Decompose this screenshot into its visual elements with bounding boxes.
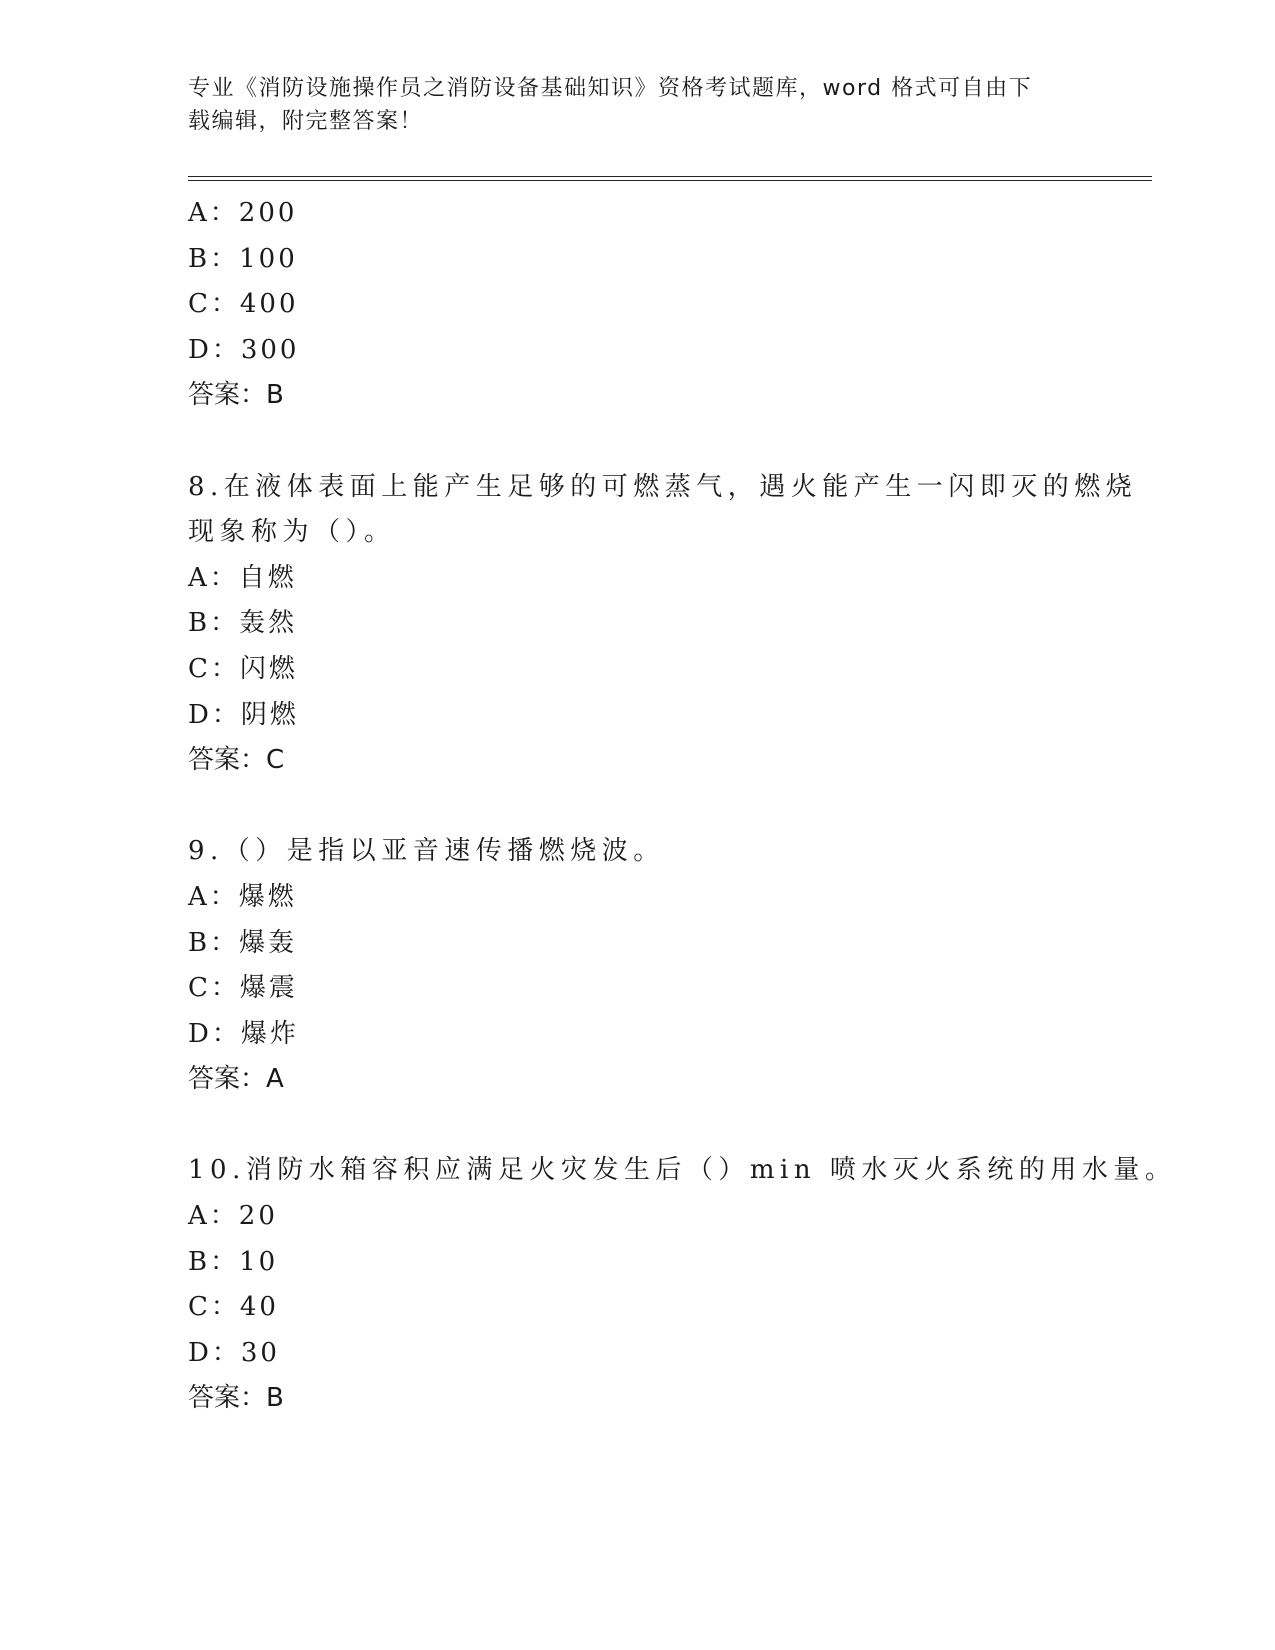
question-text: 9.（）是指以亚音速传播燃烧波。 (188, 836, 665, 867)
option-a: A：20 (188, 1201, 278, 1232)
spacer (188, 419, 1152, 465)
question-block-7 (188, 191, 1152, 419)
option-d: D：爆炸 (188, 1018, 299, 1049)
answer-line: 答案：B (188, 380, 284, 411)
spacer (188, 1103, 1152, 1149)
option-c: C：爆震 (188, 973, 298, 1004)
answer-line: 答案：C (188, 745, 285, 776)
question-text: 8.在液体表面上能产生足够的可燃蒸气，遇火能产生一闪即灭的燃烧 (188, 471, 1138, 502)
option-c: C：闪燃 (188, 653, 298, 684)
question-block-9 (188, 829, 1152, 1103)
option-b: B：100 (188, 243, 298, 274)
option-a: A：自燃 (188, 562, 297, 593)
option-b: B：轰然 (188, 608, 298, 639)
document-header (188, 72, 1088, 138)
option-b: B：爆轰 (188, 927, 298, 958)
option-c: C：40 (188, 1292, 279, 1323)
option-d: D：30 (188, 1337, 280, 1368)
answer-line: 答案：A (188, 1064, 284, 1095)
spacer (188, 784, 1152, 830)
option-a: A：200 (188, 198, 298, 228)
header-line-2: 载编辑，附完整答案！ (188, 109, 424, 134)
option-a: A：爆燃 (188, 881, 297, 912)
question-block-10 (188, 1148, 1177, 1422)
option-d: D：300 (188, 334, 300, 365)
header-rule-bottom (188, 180, 1152, 181)
question-list (188, 191, 1177, 1422)
header-line-1: 专业《消防设施操作员之消防设备基础知识》资格考试题库，word 格式可自由下 (188, 76, 1033, 101)
answer-line: 答案：B (188, 1383, 284, 1414)
question-block-8 (188, 465, 1152, 784)
question-text: 现象称为（）。 (188, 517, 396, 548)
question-text: 10.消防水箱容积应满足火灾发生后（）min 喷水灭火系统的用水量。 (188, 1155, 1177, 1186)
option-d: D：阴燃 (188, 699, 299, 730)
option-b: B：10 (188, 1246, 279, 1277)
header-rule-top (188, 176, 1152, 177)
option-c: C：400 (188, 289, 299, 320)
